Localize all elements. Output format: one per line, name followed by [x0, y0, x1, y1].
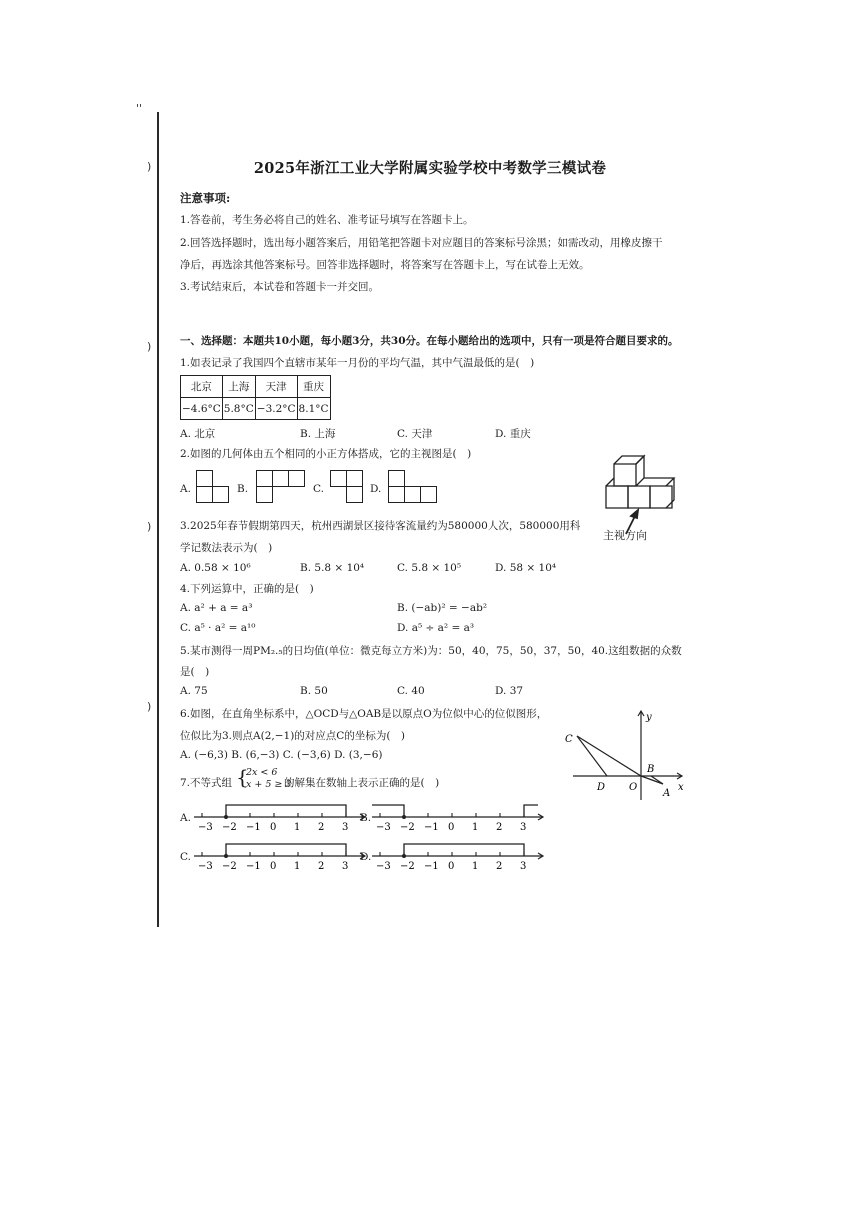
- tick-label: −1: [246, 861, 261, 872]
- q7-option-b-label: B.: [360, 812, 372, 824]
- margin-mark: ): [147, 160, 152, 173]
- q7-number-line-a: [190, 797, 365, 837]
- q4-stem: 4.下列运算中，正确的是( ): [180, 583, 314, 595]
- notice-item: 2.回答选择题时，选出每小题答案后，用铅笔把答题卡对应题目的答案标号涂黑；如需改动，用橡皮擦干: [180, 237, 663, 249]
- q7-system-line: 2x < 6: [246, 767, 278, 778]
- q4-option-a: A. a² + a = a³: [180, 602, 253, 614]
- q6-stem: 6.如图，在直角坐标系中，△OCD与△OAB是以原点O为位似中心的位似图形，: [180, 708, 548, 720]
- q2-option-c-label: C.: [313, 483, 324, 495]
- tick-label: 0: [270, 822, 277, 833]
- point-d-label: D: [597, 782, 606, 793]
- q2-option-a-label: A.: [180, 483, 191, 495]
- tick-label: −1: [424, 822, 439, 833]
- tick-label: −2: [400, 822, 415, 833]
- table-row: [181, 398, 331, 420]
- tick-label: 3: [342, 861, 349, 872]
- tick-label: 1: [472, 822, 479, 833]
- tick-label: 1: [294, 822, 301, 833]
- coordinate-figure: [563, 708, 693, 803]
- q3-option-c: C. 5.8 × 10⁵: [397, 562, 462, 574]
- y-axis-label: y: [646, 712, 652, 723]
- q4-option-d: D. a⁵ ÷ a² = a³: [397, 622, 475, 634]
- margin-mark: ): [147, 700, 152, 713]
- q5-stem: 5.某市测得一周PM₂.₅的日均值(单位：微克每立方米)为：50，40，75，50，37，50，40.这组数据的众数: [180, 645, 682, 657]
- table-cell: 北京: [181, 376, 223, 398]
- endpoint-dot: [402, 854, 406, 858]
- table-cell: 8.1°C: [297, 398, 330, 420]
- q3-option-a: A. 0.58 × 10⁶: [180, 562, 251, 574]
- q1-option-b: B. 上海: [300, 428, 336, 440]
- table-cell: 天津: [255, 376, 297, 398]
- point-b-label: B: [647, 764, 655, 775]
- q7-system-line: x + 5 ≥ 3: [246, 779, 292, 790]
- tick-label: 2: [496, 861, 503, 872]
- q1-stem: 1.如表记录了我国四个直辖市某年一月份的平均气温，其中气温最低的是( ): [180, 357, 535, 369]
- q5-stem: 是( ): [180, 666, 210, 678]
- brace-icon: {: [236, 765, 249, 789]
- notice-item: 1.答卷前，考生务必将自己的姓名、准考证号填写在答题卡上。: [180, 214, 474, 226]
- q2-option-d-label: D.: [370, 483, 382, 495]
- point-c-label: C: [565, 734, 573, 745]
- tick-label: 3: [520, 861, 527, 872]
- tick-label: −3: [198, 822, 213, 833]
- q7-stem-suffix: 的解集在数轴上表示正确的是( ): [284, 777, 440, 789]
- table-cell: −4.6°C: [181, 398, 223, 420]
- notice-heading: 注意事项:: [180, 191, 231, 205]
- table-cell: 重庆: [297, 376, 330, 398]
- notice-item: 净后，再选涂其他答案标号。回答非选择题时，将答案写在答题卡上，写在试卷上无效。: [180, 259, 590, 271]
- tick-label: −1: [246, 822, 261, 833]
- q7-option-a-label: A.: [180, 812, 191, 824]
- tick-label: 2: [496, 822, 503, 833]
- tick-label: 0: [270, 861, 277, 872]
- table-cell: 5.8°C: [222, 398, 255, 420]
- q6-options: A. (−6,3) B. (6,−3) C. (−3,6) D. (3,−6): [180, 749, 383, 761]
- tick-label: −2: [222, 861, 237, 872]
- q6-stem: 位似比为3.则点A(2,−1)的对应点C的坐标为( ): [180, 730, 406, 742]
- q7-number-line-c: [190, 836, 365, 876]
- q5-option-d: D. 37: [495, 685, 524, 697]
- q4-option-c: C. a⁵ · a² = a¹⁰: [180, 622, 256, 634]
- tick-label: 1: [472, 861, 479, 872]
- endpoint-dot: [402, 815, 406, 819]
- point-a-label: A: [663, 788, 671, 799]
- tick-label: 2: [318, 822, 325, 833]
- x-axis-label: x: [678, 782, 684, 793]
- table-cell: 上海: [222, 376, 255, 398]
- q7-option-c-label: C.: [180, 851, 191, 863]
- view-direction-label: 主视方向: [603, 529, 647, 542]
- margin-mark: ): [147, 340, 152, 353]
- tick-label: 0: [448, 822, 455, 833]
- tick-label: 2: [318, 861, 325, 872]
- tick-label: 0: [448, 861, 455, 872]
- temperature-table: [180, 375, 331, 420]
- binding-line: [157, 112, 159, 927]
- q7-stem-prefix: 7.不等式组: [180, 777, 233, 789]
- notice-item: 3.考试结束后，本试卷和答题卡一并交回。: [180, 281, 380, 293]
- origin-label: O: [629, 782, 638, 793]
- q3-option-d: D. 58 × 10⁴: [495, 562, 557, 574]
- q5-option-c: C. 40: [397, 685, 425, 697]
- endpoint-dot: [224, 815, 228, 819]
- q7-option-d-label: D.: [360, 851, 372, 863]
- tick-label: 1: [294, 861, 301, 872]
- q1-option-c: C. 天津: [397, 428, 433, 440]
- tick-label: −3: [376, 822, 391, 833]
- table-row: [181, 376, 331, 398]
- q1-option-d: D. 重庆: [495, 428, 531, 440]
- tick-label: −2: [222, 822, 237, 833]
- section-heading: 一、选择题：本题共10小题，每小题3分，共30分。在每小题给出的选项中，只有一项是符合题目要求的。: [180, 335, 679, 347]
- tick-label: −1: [424, 861, 439, 872]
- q7-number-line-b: [368, 797, 548, 837]
- q2-stem: 2.如图的几何体由五个相同的小正方体搭成，它的主视图是( ): [180, 448, 472, 460]
- margin-mark: ): [147, 520, 152, 533]
- endpoint-dot: [224, 854, 228, 858]
- q4-option-b: B. (−ab)² = −ab²: [397, 602, 488, 614]
- q3-stem: 学记数法表示为( ): [180, 542, 273, 554]
- tick-label: −2: [400, 861, 415, 872]
- q2-option-b-label: B.: [237, 483, 249, 495]
- tick-label: −3: [198, 861, 213, 872]
- page-title: 2025年浙江工业大学附属实验学校中考数学三模试卷: [253, 160, 607, 177]
- q5-option-b: B. 50: [300, 685, 328, 697]
- margin-mark: '': [136, 102, 143, 115]
- q3-stem: 3.2025年春节假期第四天，杭州西湖景区接待客流量约为580000人次，580000用科: [180, 520, 581, 532]
- tick-label: 3: [342, 822, 349, 833]
- q3-option-b: B. 5.8 × 10⁴: [300, 562, 365, 574]
- table-cell: −3.2°C: [255, 398, 297, 420]
- tick-label: −3: [376, 861, 391, 872]
- q5-option-a: A. 75: [180, 685, 208, 697]
- q7-number-line-d: [368, 836, 548, 876]
- q1-option-a: A. 北京: [180, 428, 216, 440]
- tick-label: 3: [520, 822, 527, 833]
